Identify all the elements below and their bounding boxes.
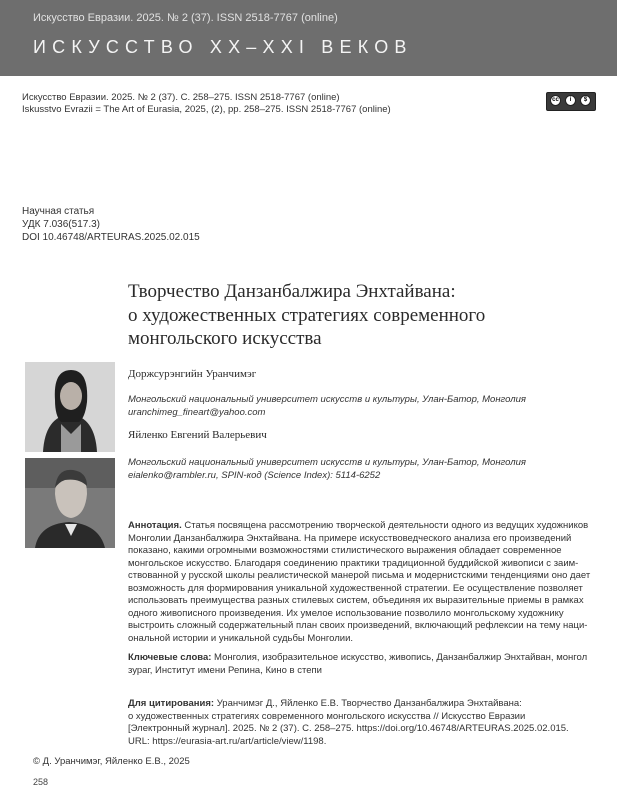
noncommercial-icon: $ [580, 95, 591, 106]
cc-icon: cc [550, 95, 561, 106]
keywords-label: Ключевые слова: [128, 652, 212, 663]
abstract-line: возможность для формирования уникальной художественной стратегии. Ее осуществление позволяет [128, 582, 583, 594]
citation-label: Для цитирования: [128, 698, 215, 709]
page-number: 258 [33, 777, 49, 787]
journal-running-head: Искусство Евразии. 2025. № 2 (37). ISSN 2518-7767 (online) [33, 12, 338, 24]
author-affiliation-2 [128, 456, 526, 482]
keywords-line: зураг, Институт имени Репина, Кино в степи [128, 664, 322, 676]
author-email-link[interactable]: eialenko@rambler.ru, SPIN-код (Science Index): 5114-6252 [128, 470, 381, 481]
abstract-line: Аннотация. Статья посвящена рассмотрению творческой деятельности одного из ведущих художников [128, 520, 589, 531]
author-name-1: Доржсурэнгийн Уранчимэг [128, 368, 257, 380]
copyright: © Д. Уранчимэг, Яйленко Е.В., 2025 [33, 756, 190, 767]
citation-ru: Искусство Евразии. 2025. № 2 (37). С. 258–275. ISSN 2518-7767 (online) [22, 92, 340, 103]
affiliation-text: Монгольский национальный университет искусств и культуры, Улан-Батор, Монголия [128, 394, 526, 405]
citation-line: о художественных стратегиях современного монгольского искусства // Искусство Евразии [128, 710, 526, 722]
keywords-line: Ключевые слова: Монголия, изобразительное искусство, живопись, Данзанбалжир Энхтайван, монгол [128, 652, 588, 663]
how-to-cite [128, 698, 598, 748]
citation-en: Iskusstvo Evrazii = The Art of Eurasia, 2025, (2), pp. 258–275. ISSN 2518-7767 (online) [22, 104, 391, 115]
creative-commons-by-nc-icon [546, 92, 596, 111]
udc-code: УДК 7.036(517.3) [22, 219, 100, 230]
citation-url-link[interactable]: URL: https://eurasia-art.ru/art/article/view/1198. [128, 735, 327, 747]
attribution-icon: i [565, 95, 576, 106]
citation-line: Для цитирования: Уранчимэг Д., Яйленко Е.В. Творчество Данзанбалжира Энхтайвана: [128, 698, 522, 709]
portrait-woman-icon [25, 362, 115, 452]
author-name-2: Яйленко Евгений Валерьевич [128, 429, 267, 441]
author-affiliation-1 [128, 393, 526, 419]
portrait-man-icon [25, 458, 115, 548]
author-photo-2 [25, 458, 115, 548]
abstract-line: одного живописного произведения. Их умелое использование позволило монгольскому художнику [128, 607, 564, 619]
citation-doi-link[interactable]: [Электронный журнал]. 2025. № 2 (37). С. 258–275. https://doi.org/10.46748/ARTEURAS.2025.02.015. [128, 723, 569, 734]
article-title [128, 280, 598, 351]
title-line: о художественных стратегиях современного [128, 304, 486, 326]
abstract-line: Монголии Данзанбалжира Энхтайвана. На примере искусствоведческого анализа его произведений [128, 532, 572, 544]
abstract-line: ствованной у русской школы реалистической манерой письма и модернистскими тенденциями оно дает [128, 570, 591, 581]
abstract-line: ональной истории и уникальной судьбы Монголии. [128, 632, 354, 644]
abstract-label: Аннотация. [128, 520, 182, 531]
author-photo-1 [25, 362, 115, 452]
abstract-line: выстроить сложный содержательный план своих произведений, включающий рефлексии на тему наци- [128, 620, 588, 631]
abstract-line: показано, какими огромными возможностями стилистического выражения обладает современное [128, 545, 562, 556]
journal-header-band [0, 0, 617, 76]
title-line: монгольского искусства [128, 328, 322, 349]
abstract-line: использовать преимущества разных стилевых систем, объединяя их выразительные приемы в рамках [128, 595, 584, 606]
doi-line: DOI 10.46748/ARTEURAS.2025.02.015 [22, 232, 200, 243]
article-type: Научная статья [22, 206, 95, 217]
abstract-line: монгольское искусство. Благодаря соединению практики традиционной буддийской живописи с заим- [128, 557, 579, 569]
keywords [128, 652, 598, 677]
author-email-link[interactable]: uranchimeg_fineart@yahoo.com [128, 407, 266, 418]
affiliation-text: Монгольский национальный университет искусств и культуры, Улан-Батор, Монголия [128, 457, 526, 468]
abstract [128, 520, 598, 645]
section-title: ИСКУССТВО XX–XXI ВЕКОВ [33, 37, 413, 57]
title-line: Творчество Данзанбалжира Энхтайвана: [128, 281, 456, 302]
